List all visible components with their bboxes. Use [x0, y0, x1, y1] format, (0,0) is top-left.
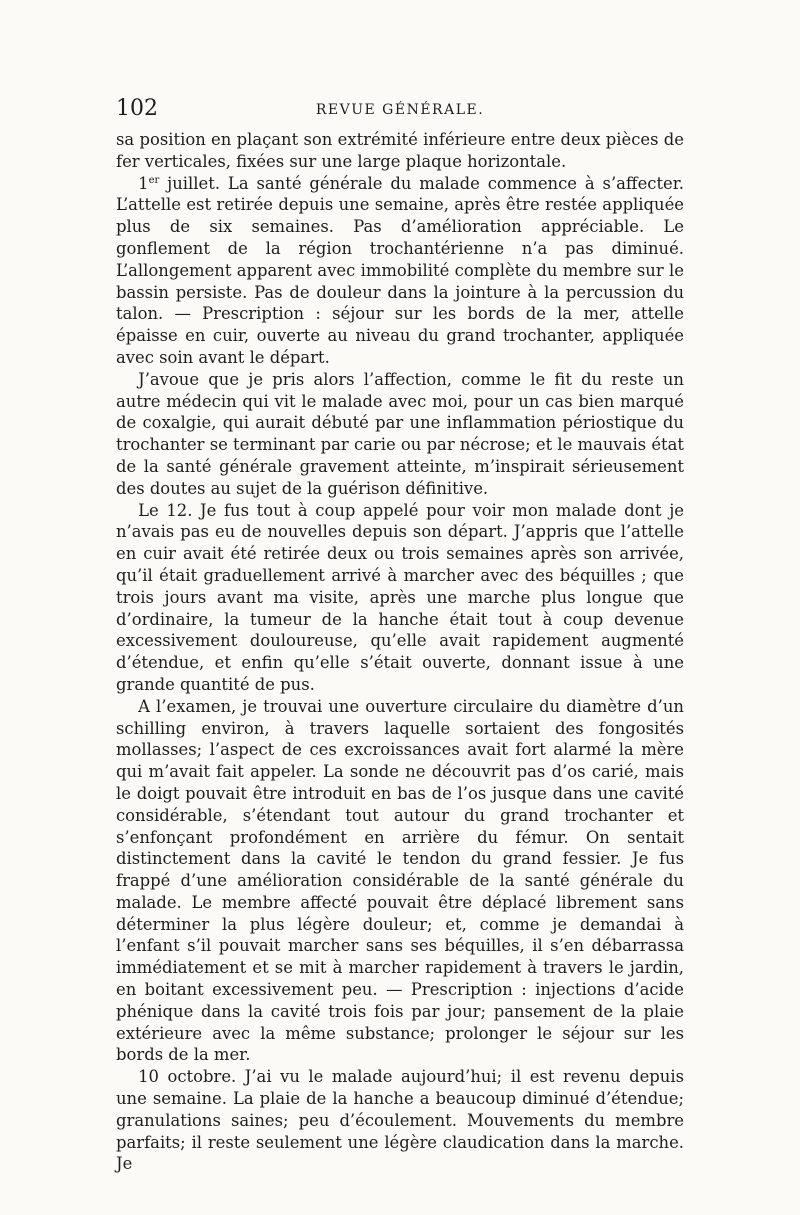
- paragraph-1-text: sa position en plaçant son extrémité inférieure entre deux pièces de fer verticales, fixées sur une large plaque horizontale.: [116, 130, 684, 171]
- paragraph-3-text: J’avoue que je pris alors l’affection, comme le fit du reste un autre médecin qui vit le malade avec moi, pour un cas bien marqué de coxalgie, qui aurait débuté par une inflammation périostique du trochanter se terminant par carie ou par nécrose; et le mauvais état de la santé générale gravement atteinte, m’inspirait sérieusement des doutes au sujet de la guérison définitive.: [116, 369, 684, 498]
- paragraph-3: [116, 369, 684, 500]
- paragraph-1: [116, 129, 684, 173]
- paragraph-5: [116, 696, 684, 1067]
- paragraph-5-text: A l’examen, je trouvai une ouverture circulaire du diamètre d’un schilling environ, à travers laquelle sortaient des fongosités mollasses; l’aspect de ces excroissances avait fort alarmé la mère qui m’avait fait appeler. La sonde ne découvrit pas d’os carié, mais le doigt pouvait être introduit en bas de l’os jusque dans une cavité considérable, s’étendant tout autour du grand trochanter et s’enfonçant profondément en arrière du fémur. On sentait distinctement dans la cavité le tendon du grand fessier. Je fus frappé d’une amélioration considérable de la santé générale du malade. Le membre affecté pouvait être déplacé librement sans déterminer la plus légère douleur; et, comme je demandai à l’enfant s’il pouvait marcher sans ses béquilles, il s’en débarrassa immédiatement et se mit à marcher rapidement à travers le jardin, en boitant excessivement peu. — Prescription : injections d’acide phénique dans la cavité trois fois par jour; pansement de la plaie extérieure avec la même substance; prolonger le séjour sur les bords de la mer.: [116, 696, 684, 1065]
- page-header: [116, 96, 684, 128]
- body-text: [116, 129, 684, 1175]
- paragraph-4: [116, 500, 684, 696]
- paragraph-4-text: Le 12. Je fus tout à coup appelé pour voir mon malade dont je n’avais pas eu de nouvelles depuis son départ. J’appris que l’attelle en cuir avait été retirée deux ou trois semaines après son arrivée, qu’il était graduellement arrivé à marcher avec des béquilles ; que trois jours avant ma visite, après une marche plus longue que d’ordinaire, la tumeur de la hanche était tout à coup devenue excessivement douloureuse, qu’elle avait rapidement augmenté d’étendue, et enfin qu’elle s’était ouverte, donnant issue à une grande quantité de pus.: [116, 500, 684, 694]
- running-title: REVUE GÉNÉRALE.: [315, 102, 485, 118]
- book-page: [116, 96, 684, 1175]
- paragraph-2-text: juillet. La santé générale du malade commence à s’affecter. L’attelle est retirée depuis une semaine, après être restée appliquée plus de six semaines. Pas d’amélioration appréciable. Le gonflement de la région trochantérienne n’a pas diminué. L’allongement apparent avec immobilité complète du membre sur le bassin persiste. Pas de douleur dans la jointure à la percussion du talon. — Prescription : séjour sur les bords de la mer, attelle épaisse en cuir, ouverte au niveau du grand trochanter, appliquée avec soin avant le départ.: [116, 173, 684, 367]
- paragraph-6: [116, 1066, 684, 1175]
- paragraph-2: [116, 173, 684, 369]
- paragraph-2-superscript: er: [148, 174, 160, 186]
- page-number: 102: [116, 96, 158, 121]
- paragraph-6-text: 10 octobre. J’ai vu le malade aujourd’hui; il est revenu depuis une semaine. La plaie de la hanche a beaucoup diminué d’étendue; granulations saines; peu d’écoulement. Mouvements du membre parfaits; il reste seulement une légère claudication dans la marche. Je: [116, 1067, 684, 1174]
- paragraph-2-lead: 1: [138, 173, 149, 193]
